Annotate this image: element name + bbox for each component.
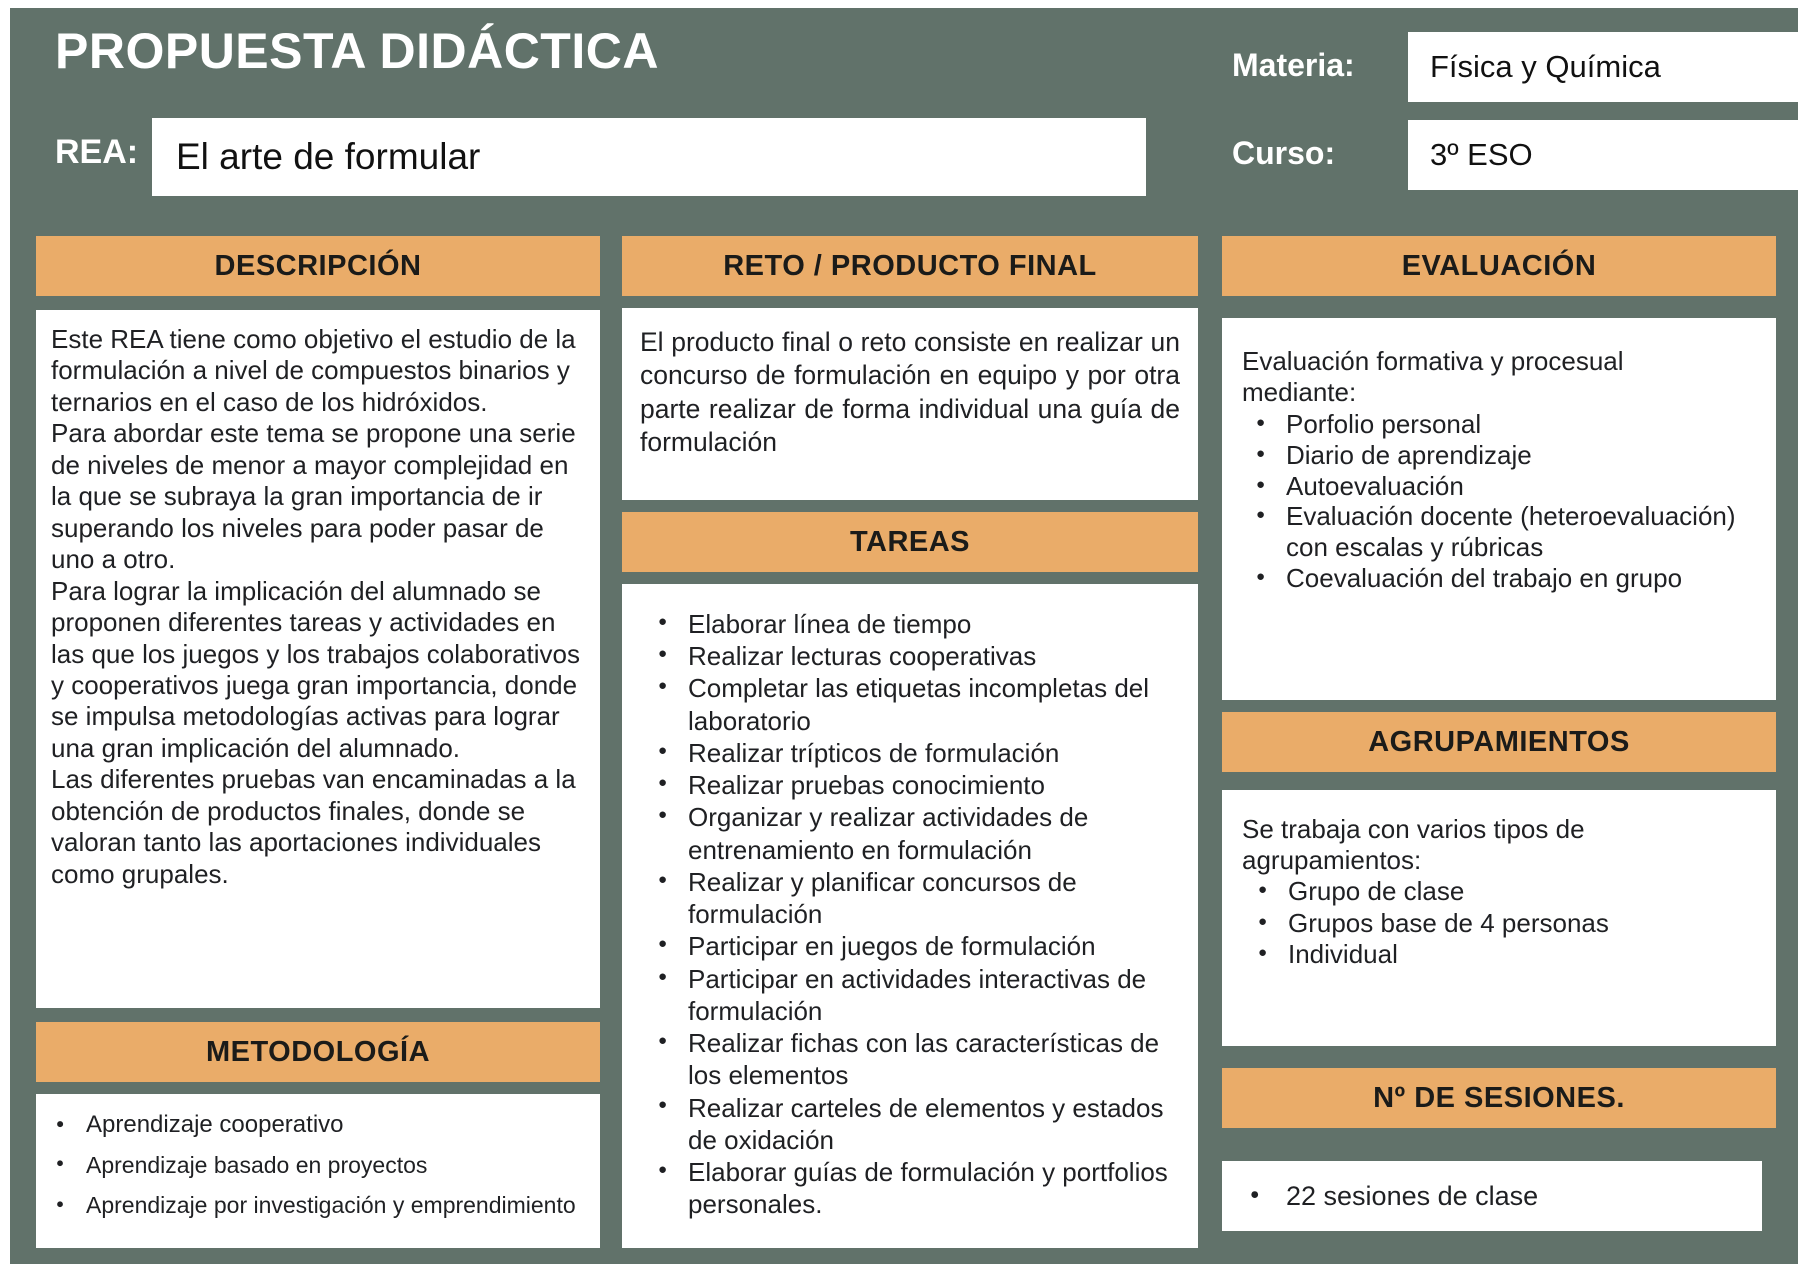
- tarea-item: ● Participar en actividades interactivas de formulación: [622, 963, 1186, 1027]
- reto-text: El producto final o reto consiste en realizar un concurso de formulación en equipo y por otra parte realizar de forma individual una guía de formulación: [640, 327, 1180, 458]
- section-title: METODOLOGÍA: [205, 1035, 431, 1068]
- evaluacion-item: ● Coevaluación del trabajo en grupo: [1242, 563, 1760, 594]
- agrupamientos-intro: Se trabaja con varios tipos de agrupamientos:: [1242, 814, 1585, 876]
- tareas-list: [622, 608, 1186, 1220]
- descripcion-paragraph: Este REA tiene como objetivo el estudio de la formulación a nivel de compuestos binarios y ternarios en el caso de los hidróxidos.: [51, 324, 576, 417]
- tarea-item: ● Realizar pruebas conocimiento: [622, 769, 1186, 801]
- section-title: Nº DE SESIONES.: [1373, 1081, 1625, 1114]
- materia-label: Materia:: [1232, 47, 1355, 83]
- sesiones-list: [1222, 1181, 1538, 1212]
- agrupamiento-item: ● Grupos base de 4 personas: [1242, 908, 1760, 939]
- tarea-item: ● Participar en juegos de formulación: [622, 930, 1186, 962]
- section-title: DESCRIPCIÓN: [214, 249, 422, 282]
- sesiones-item: ● 22 sesiones de clase: [1222, 1181, 1538, 1212]
- section-header-sesiones: [1222, 1068, 1776, 1128]
- evaluacion-list: [1242, 409, 1760, 593]
- page-title: PROPUESTA DIDÁCTICA: [55, 23, 659, 79]
- curso-value-field[interactable]: [1408, 120, 1798, 190]
- section-title: EVALUACIÓN: [1401, 249, 1597, 282]
- agrupamiento-item: ● Grupo de clase: [1242, 876, 1760, 907]
- rea-value-text: El arte de formular: [176, 136, 481, 177]
- metodologia-item: ● Aprendizaje cooperativo: [36, 1110, 588, 1140]
- evaluacion-item: ● Porfolio personal: [1242, 409, 1760, 440]
- section-title: RETO / PRODUCTO FINAL: [723, 249, 1097, 282]
- tarea-item: ● Realizar lecturas cooperativas: [622, 640, 1186, 672]
- section-header-tareas: [622, 512, 1198, 572]
- tarea-item: ● Elaborar guías de formulación y portfolios personales.: [622, 1156, 1186, 1220]
- descripcion-paragraph: Las diferentes pruebas van encaminadas a la obtención de productos finales, donde se valoran tanto las aportaciones individuales como grupales.: [51, 764, 576, 889]
- evaluacion-item: ● Autoevaluación: [1242, 471, 1760, 502]
- curso-value-text: 3º ESO: [1430, 137, 1533, 172]
- evaluacion-item: ● Evaluación docente (heteroevaluación) con escalas y rúbricas: [1242, 501, 1760, 562]
- descripcion-paragraph: Para lograr la implicación del alumnado se proponen diferentes tareas y actividades en las que los juegos y los trabajos colaborativos y cooperativos juega gran importancia, donde se impulsa metodologías activas para lograr una gran implicación del alumnado.: [51, 575, 580, 763]
- tarea-item: ● Realizar trípticos de formulación: [622, 737, 1186, 769]
- agrupamientos-list: [1242, 876, 1760, 970]
- agrupamientos-box: [1222, 790, 1776, 1046]
- section-header-agrupamientos: [1222, 712, 1776, 772]
- tarea-item: ● Realizar fichas con las características de los elementos: [622, 1027, 1186, 1091]
- tarea-item: ● Completar las etiquetas incompletas del laboratorio: [622, 672, 1186, 736]
- materia-value-field[interactable]: [1408, 32, 1798, 102]
- agrupamiento-item: ● Individual: [1242, 939, 1760, 970]
- evaluacion-box: [1222, 318, 1776, 700]
- tarea-item: ● Realizar carteles de elementos y estados de oxidación: [622, 1092, 1186, 1156]
- section-title: AGRUPAMIENTOS: [1368, 725, 1630, 758]
- metodologia-box: [36, 1094, 600, 1248]
- section-header-metodologia: [36, 1022, 600, 1082]
- metodologia-item: ● Aprendizaje basado en proyectos: [36, 1151, 588, 1180]
- curso-label: Curso:: [1232, 135, 1336, 171]
- rea-label: REA:: [55, 133, 139, 171]
- sesiones-box: [1222, 1161, 1762, 1231]
- section-title: TAREAS: [849, 525, 971, 558]
- evaluacion-intro: Evaluación formativa y procesual mediante:: [1242, 346, 1624, 407]
- metodologia-list: [36, 1110, 588, 1221]
- reto-box: [622, 308, 1198, 500]
- tareas-box: [622, 584, 1198, 1248]
- tarea-item: ● Realizar y planificar concursos de formulación: [622, 866, 1186, 930]
- evaluacion-item: ● Diario de aprendizaje: [1242, 440, 1760, 471]
- descripcion-box: [36, 310, 600, 1008]
- descripcion-paragraph: Para abordar este tema se propone una serie de niveles de menor a mayor complejidad en la que se subraya la gran importancia de ir superando los niveles para poder pasar de uno a otro.: [51, 418, 576, 575]
- section-header-evaluacion: [1222, 236, 1776, 296]
- metodologia-item: ● Aprendizaje por investigación y emprendimiento: [36, 1191, 588, 1221]
- tarea-item: ● Organizar y realizar actividades de entrenamiento en formulación: [622, 801, 1186, 865]
- section-header-descripcion: [36, 236, 600, 296]
- materia-value-text: Física y Química: [1430, 49, 1661, 84]
- rea-value-field[interactable]: [152, 118, 1146, 196]
- section-header-reto: [622, 236, 1198, 296]
- tarea-item: ● Elaborar línea de tiempo: [622, 608, 1186, 640]
